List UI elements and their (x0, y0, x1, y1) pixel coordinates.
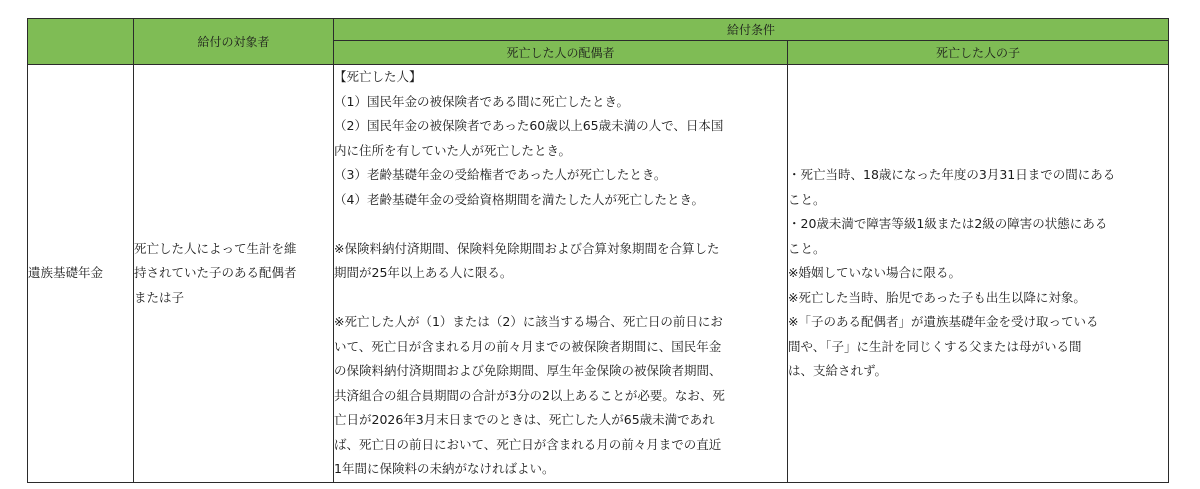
header-child: 死亡した人の子 (788, 41, 1169, 65)
pension-table (27, 18, 1169, 483)
spouse-line-blank (334, 212, 787, 237)
spouse-line: （3）老齢基礎年金の受給権者であった人が死亡したとき。 (334, 167, 667, 182)
header-target: 給付の対象者 (134, 19, 334, 65)
spouse-line: （2）国民年金の被保険者であった60歳以上65歳未満の人で、日本国 (334, 118, 724, 133)
spouse-line: いて、死亡日が含まれる月の前々月までの被保険者期間に、国民年金 (334, 338, 722, 354)
target-line: 持されていた子のある配偶者 (134, 265, 297, 280)
spouse-line: の保険料納付済期間および免除期間、厚生年金保険の被保険者期間、 (334, 363, 722, 378)
spouse-line: 内に住所を有していた人が死亡したとき。 (334, 142, 572, 158)
table-row (28, 65, 1169, 483)
header-spouse: 死亡した人の配偶者 (334, 41, 788, 65)
child-cell (788, 65, 1169, 483)
spouse-line: （4）老齢基礎年金の受給資格期間を満たした人が死亡したとき。 (334, 191, 704, 207)
child-line: ※死亡した当時、胎児であった子も出生以降に対象。 (788, 289, 1086, 305)
spouse-line: 共済組合の組合員期間の合計が3分の2以上あることが必要。なお、死 (334, 387, 725, 403)
spouse-line: ※保険料納付済期間、保険料免除期間および合算対象期間を合算した (334, 240, 720, 256)
spouse-line: 1年間に保険料の未納がなければよい。 (334, 461, 555, 476)
row-name-cell (28, 65, 134, 483)
spouse-line: 亡日が2026年3月末日までのときは、死亡した人が65歳未満であれ (334, 412, 715, 427)
spouse-line: ば、死亡日の前日において、死亡日が含まれる月の前々月までの直近 (334, 436, 722, 452)
child-line: ※「子のある配偶者」が遺族基礎年金を受け取っている (788, 314, 1099, 329)
child-line: ※婚姻していない場合に限る。 (788, 265, 961, 280)
spouse-cell (334, 65, 788, 483)
header-conditions: 給付条件 (334, 19, 1169, 41)
child-line: ・死亡当時、18歳になった年度の3月31日までの間にある (788, 167, 1116, 182)
spouse-line: ※死亡した人が（1）または（2）に該当する場合、死亡日の前日にお (334, 314, 723, 329)
spouse-line: （1）国民年金の被保険者である間に死亡したとき。 (334, 93, 629, 109)
child-line: は、支給されず。 (788, 363, 888, 378)
child-line: ・20歳未満で障害等級1級または2級の障害の状態にある (788, 216, 1108, 231)
target-line: 死亡した人によって生計を維 (134, 240, 297, 256)
spouse-line: 【死亡した人】 (334, 69, 422, 84)
header-blank-cell (28, 19, 134, 65)
spouse-line-blank (334, 286, 787, 311)
row-name: 遺族基礎年金 (28, 265, 104, 280)
child-line: こと。 (788, 240, 826, 256)
target-line: または子 (134, 289, 185, 305)
target-cell (134, 65, 334, 483)
child-line: 間や、「子」に生計を同じくする父または母がいる間 (788, 338, 1082, 354)
child-line: こと。 (788, 191, 826, 207)
spouse-line: 期間が25年以上ある人に限る。 (334, 265, 513, 280)
